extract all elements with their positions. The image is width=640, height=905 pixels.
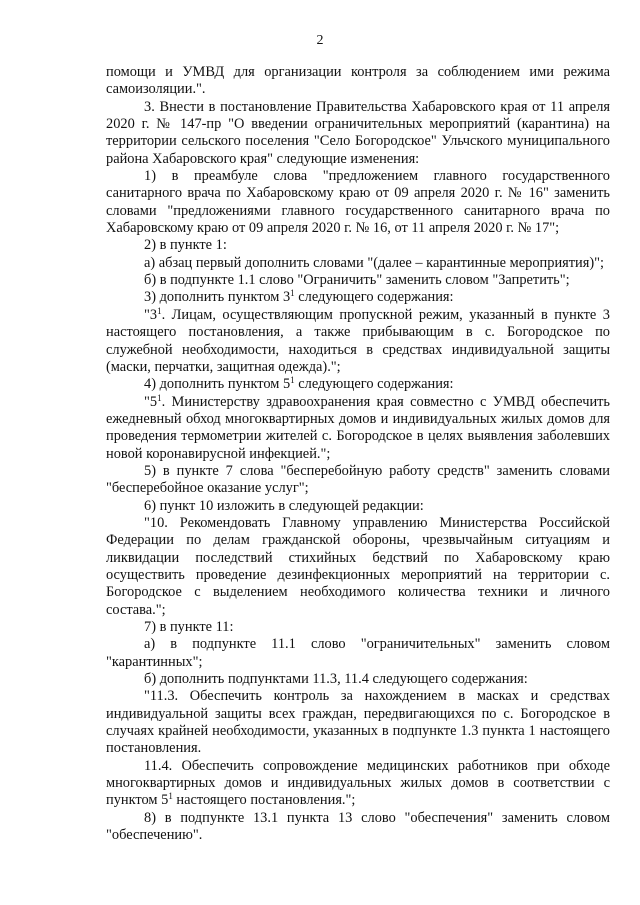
paragraph-text-continued: следующего содержания: — [294, 376, 454, 393]
paragraph — [106, 636, 610, 671]
paragraph — [106, 394, 610, 463]
paragraph-text: 2) в пункте 1: — [144, 237, 227, 254]
paragraph-text-continued: следующего содержания: — [294, 289, 454, 306]
paragraph — [106, 289, 610, 306]
paragraph-text: "10. Рекомендовать Главному управлению Министерства Российской Федерации по делам гражданской обороны, чрезвычайным ситуациям и ликвидации последствий стихийных бедствий по Хабаровскому краю осуществить проведение дезинфекционных мероприятий на территории с. Богородское с выделением необходимого количества техники и личного состава."; — [106, 514, 610, 618]
paragraph — [106, 463, 610, 498]
paragraph — [106, 758, 610, 810]
superscript: 1 — [290, 375, 295, 386]
document-body — [106, 64, 610, 844]
page-number: 2 — [316, 33, 324, 48]
superscript: 1 — [157, 305, 162, 316]
paragraph — [106, 64, 610, 99]
paragraph — [106, 498, 610, 515]
paragraph — [106, 671, 610, 688]
paragraph-text: "5 — [144, 393, 158, 410]
paragraph — [106, 376, 610, 393]
paragraph — [106, 619, 610, 636]
paragraph — [106, 255, 610, 272]
paragraph-text: 7) в пункте 11: — [144, 619, 234, 635]
paragraph-text: а) в подпункте 11.1 слово "ограничительных" заменить словом "карантинных"; — [106, 636, 610, 670]
paragraph — [106, 688, 610, 757]
paragraph — [106, 515, 610, 619]
superscript: 1 — [168, 791, 173, 802]
superscript: 1 — [157, 392, 162, 403]
paragraph-text: б) в подпункте 1.1 слово "Ограничить" заменить словом "Запретить"; — [144, 272, 570, 289]
paragraph-text-continued: настоящего постановления."; — [172, 792, 356, 809]
superscript: 1 — [290, 288, 295, 299]
paragraph-text: 8) в подпункте 13.1 пункта 13 слово "обеспечения" заменить словом "обеспечению". — [106, 809, 610, 844]
paragraph-text: 1) в преамбуле слова "предложением главного государственного санитарного врача по Хабаровскому краю от 09 апреля 2020 г. № 16" заменить словами "предложениями главного государственного санитарного врача по Хабаровскому краю от 09 апреля 2020 г. № 16, от 11 апреля 2020 г. № 17"; — [106, 168, 610, 237]
paragraph-text: 5) в пункте 7 слова "бесперебойную работу средств" заменить словами "бесперебойное оказание услуг"; — [106, 462, 610, 497]
paragraph — [106, 307, 610, 376]
paragraph-text: 11.4. Обеспечить сопровождение медицинских работников при обходе многоквартирных домов и индивидуальных жилых домов в соответствии с пунктом 5 — [106, 757, 610, 809]
paragraph-text: "11.3. Обеспечить контроль за нахождением в масках и средствах индивидуальной защиты всех граждан, передвигающихся по с. Богородское в случаях крайней необходимости, указанных в подпункте 1.3 пункта 1 настоящего постановления. — [106, 688, 610, 757]
paragraph-text: а) абзац первый дополнить словами "(далее – карантинные мероприятия)"; — [144, 254, 605, 271]
paragraph-text: помощи и УМВД для организации контроля за соблюдением ими режима самоизоляции.". — [106, 64, 610, 98]
paragraph — [106, 168, 610, 237]
paragraph-text: 4) дополнить пунктом 5 — [144, 376, 291, 393]
paragraph-text: 6) пункт 10 изложить в следующей редакции: — [144, 497, 424, 514]
paragraph-text: 3. Внести в постановление Правительства Хабаровского края от 11 апреля 2020 г. № 147-пр "О введении ограничительных мероприятий (карантина) на территории сельского поселения "Село Богородское" Ульчского муниципального района Хабаровского края" следующие изменения: — [106, 98, 610, 167]
paragraph-text: б) дополнить подпунктами 11.3, 11.4 следующего содержания: — [144, 671, 528, 688]
paragraph-text-continued: . Министерству здравоохранения края совместно с УМВД обеспечить ежедневный обход многоквартирных домов и индивидуальных жилых домов для проведения термометрии жителей с. Богородское в целях выявления заболевших новой коронавирусной инфекцией."; — [106, 393, 610, 462]
paragraph-text: 3) дополнить пунктом 3 — [144, 289, 291, 306]
paragraph — [106, 272, 610, 289]
paragraph — [106, 810, 610, 845]
paragraph — [106, 237, 610, 254]
paragraph — [106, 99, 610, 168]
paragraph-text: "3 — [144, 306, 158, 323]
paragraph-text-continued: . Лицам, осуществляющим пропускной режим, указанный в пункте 3 настоящего постановления, а также прибывающим в с. Богородское по служебной необходимости, находиться в средствах индивидуальной защиты (маски, перчатки, защитная одежда)."; — [106, 306, 610, 375]
